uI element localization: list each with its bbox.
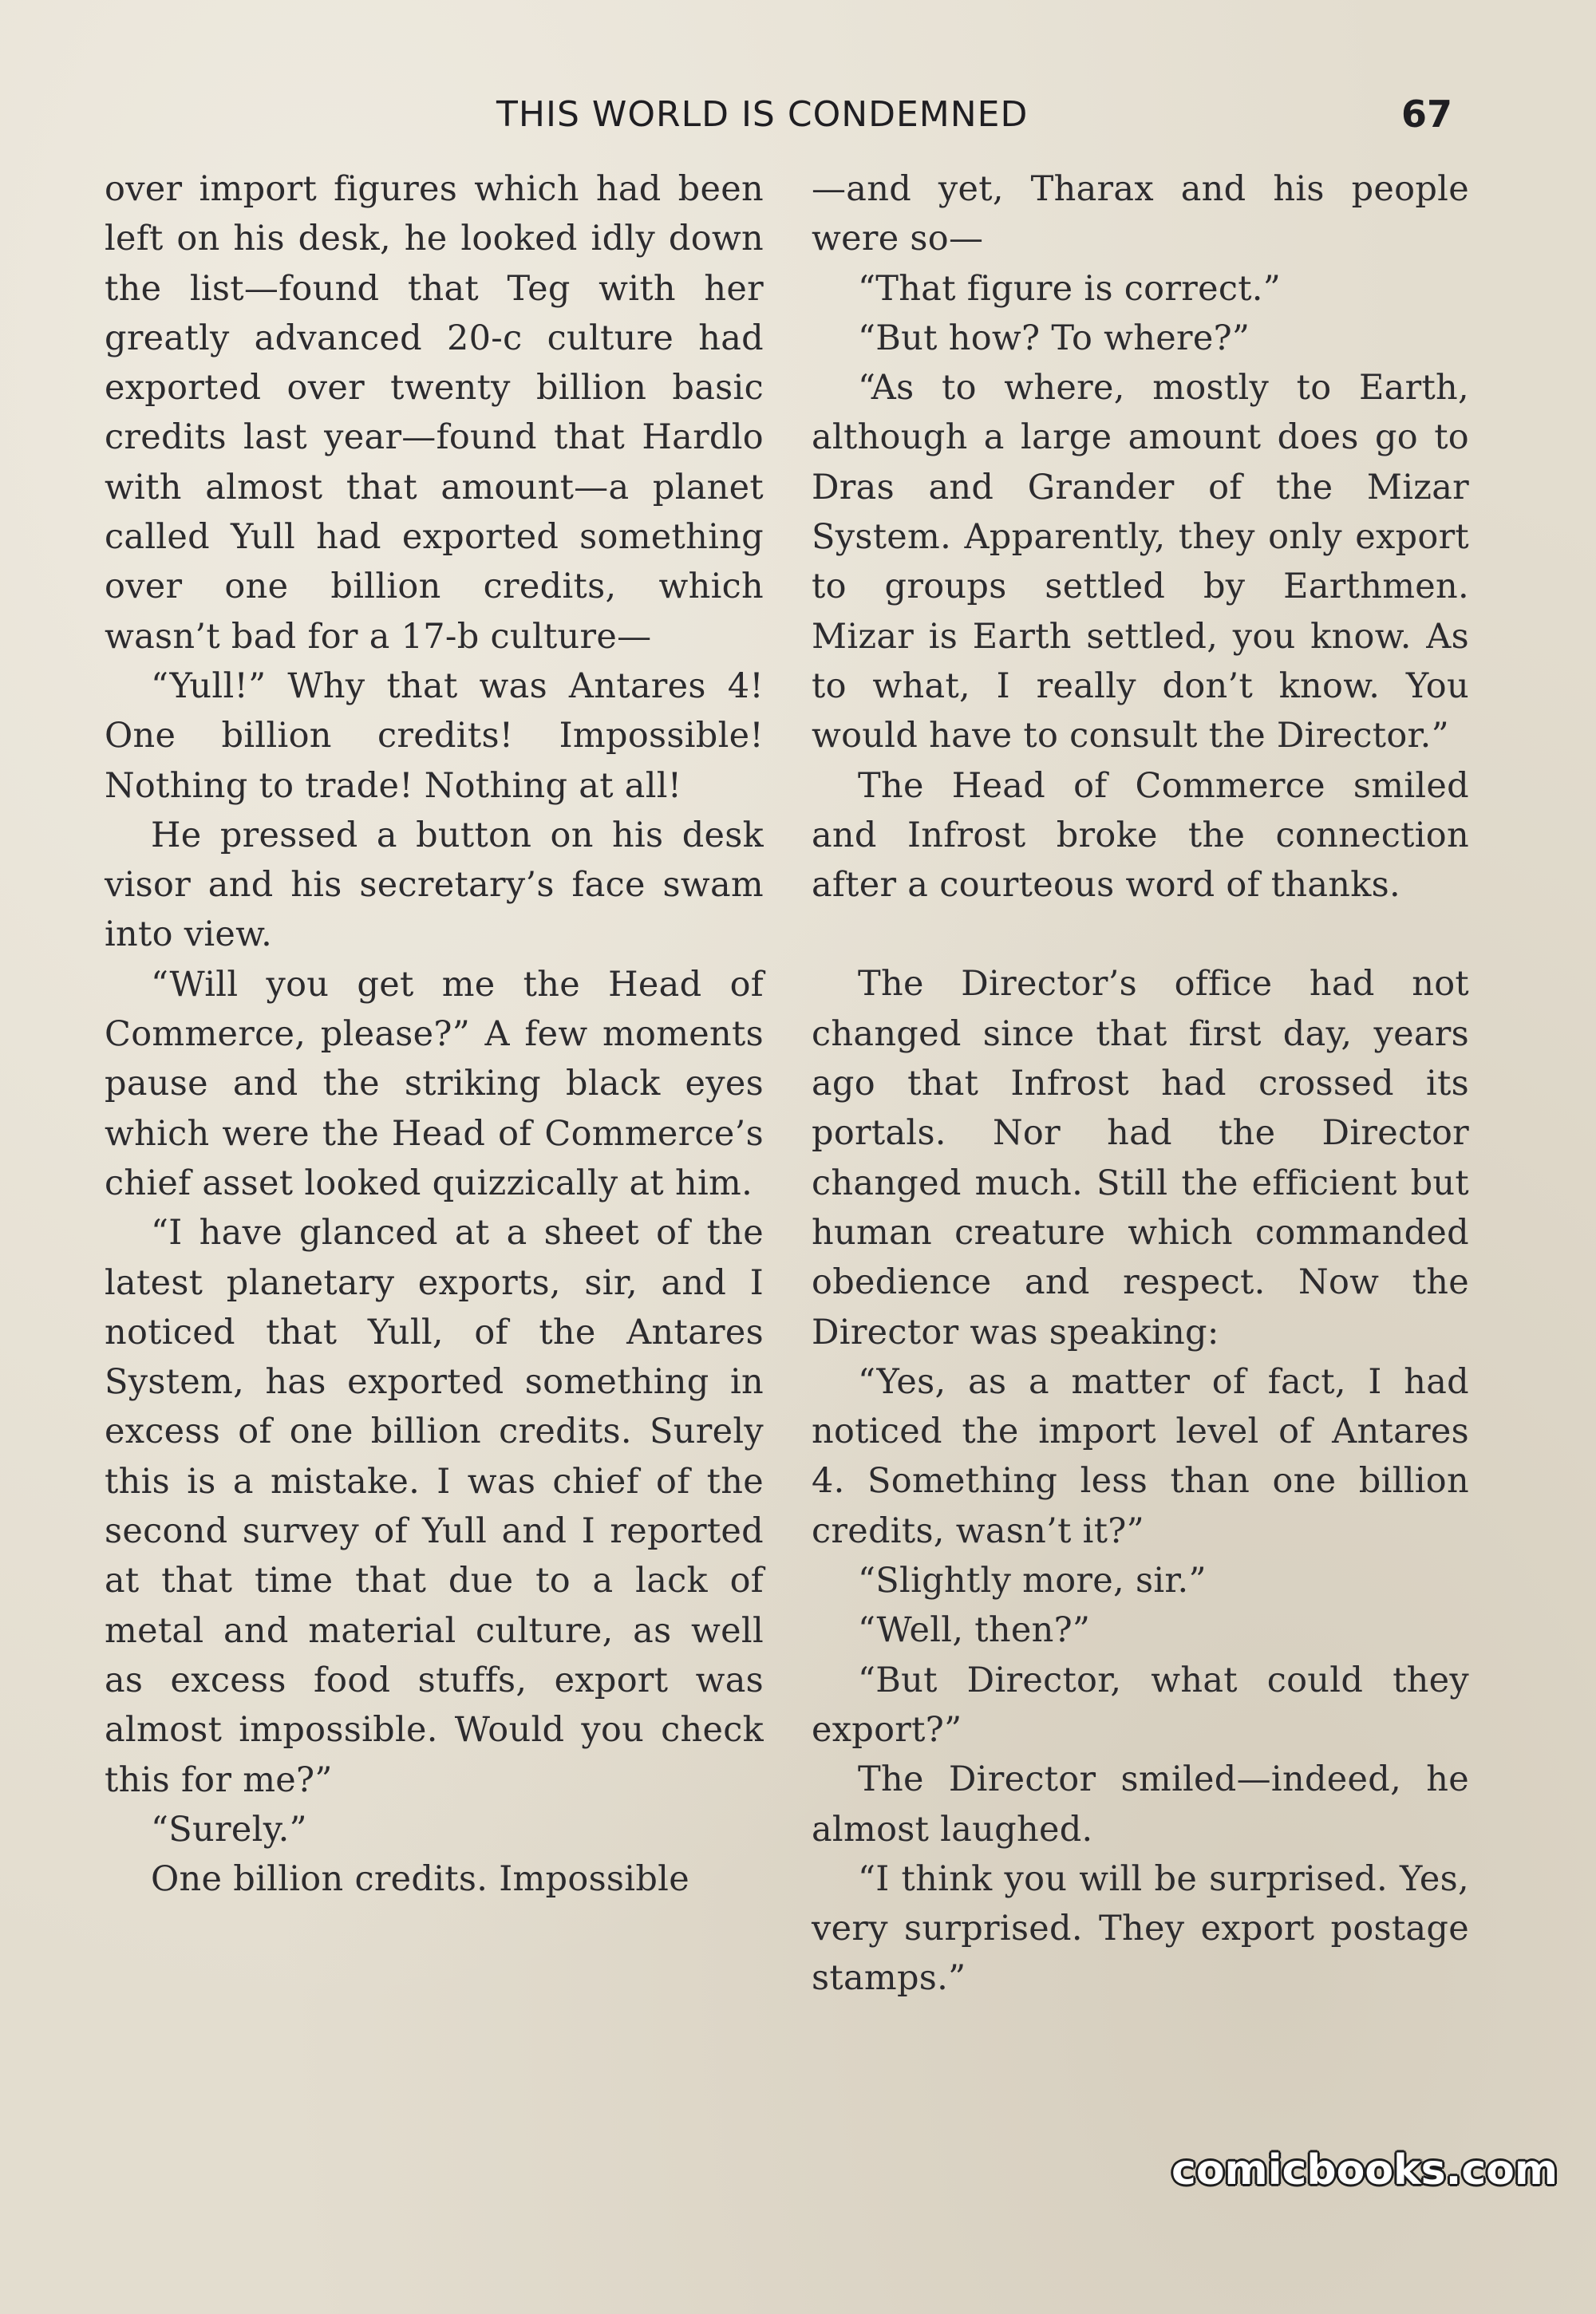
paragraph: The Head of Commerce smiled and Infrost broke the connection after a courteous word of thanks. xyxy=(812,765,1469,906)
running-title: THIS WORLD IS CONDEMNED xyxy=(496,94,1029,135)
paragraph: over import figures which had been left on his desk, he looked idly down the list—found that Teg with her greatly advanced 20-c culture had exported over twenty billion basic credits last year—found that Hardlo with almost that amount—a planet called Yull had exported something over one billion credits, which wasn’t bad for a 17-b culture— xyxy=(105,169,764,657)
paragraph: “Yull!” Why that was Antares 4! One billion credits! Impossible! Nothing to trade! Nothing at all! xyxy=(105,665,764,806)
right-text-column xyxy=(812,164,1469,2004)
paragraph: “But Director, what could they export?” xyxy=(812,1660,1469,1750)
paragraph: “Slightly more, sir.” xyxy=(858,1561,1207,1601)
paragraph: The Director smiled—indeed, he almost laughed. xyxy=(812,1759,1469,1850)
site-watermark: comicbooks.com xyxy=(1171,2146,1558,2194)
paragraph: “Surely.” xyxy=(151,1809,307,1850)
paragraph: “As to where, mostly to Earth, although a large amount does go to Dras and Grander of the Mizar System. Apparently, they only export to groups settled by Earthmen. Mizar is Earth settled, you know. As to what, I really don’t know. You would have to consult the Director.” xyxy=(812,368,1469,756)
paragraph: “I think you will be surprised. Yes, very surprised. They export postage stamps.” xyxy=(812,1858,1469,1999)
paragraph: “I have glanced at a sheet of the latest planetary exports, sir, and I noticed that Yull, of the Antares System, has exported something in excess of one billion credits. Surely this is a mistake. I was chief of the second survey of Yull and I reported at that time that due to a lack of metal and material culture, as well as excess food stuffs, export was almost impossible. Would you check this for me?” xyxy=(105,1213,764,1800)
paragraph: The Director’s office had not changed since that first day, years ago that Infrost had crossed its portals. Nor had the Director changed much. Still the efficient but human creature which commanded obedience and respect. Now the Director was speaking: xyxy=(812,964,1469,1352)
left-text-column xyxy=(105,164,764,1904)
paragraph: “Well, then?” xyxy=(858,1610,1091,1651)
paragraph: “Will you get me the Head of Commerce, please?” A few moments pause and the striking black eyes which were the Head of Commerce’s chief asset looked quizzically at him. xyxy=(105,964,764,1203)
paragraph: He pressed a button on his desk visor and his secretary’s face swam into view. xyxy=(105,815,764,955)
paragraph: —and yet, Tharax and his people were so— xyxy=(812,169,1469,259)
paragraph: One billion credits. Impossible xyxy=(151,1859,689,1900)
paragraph: “That figure is correct.” xyxy=(858,268,1282,309)
page-number: 67 xyxy=(1401,93,1453,136)
paragraph: “Yes, as a matter of fact, I had noticed the import level of Antares 4. Something less than one billion credits, wasn’t it?” xyxy=(812,1361,1469,1551)
paragraph: “But how? To where?” xyxy=(858,318,1250,358)
